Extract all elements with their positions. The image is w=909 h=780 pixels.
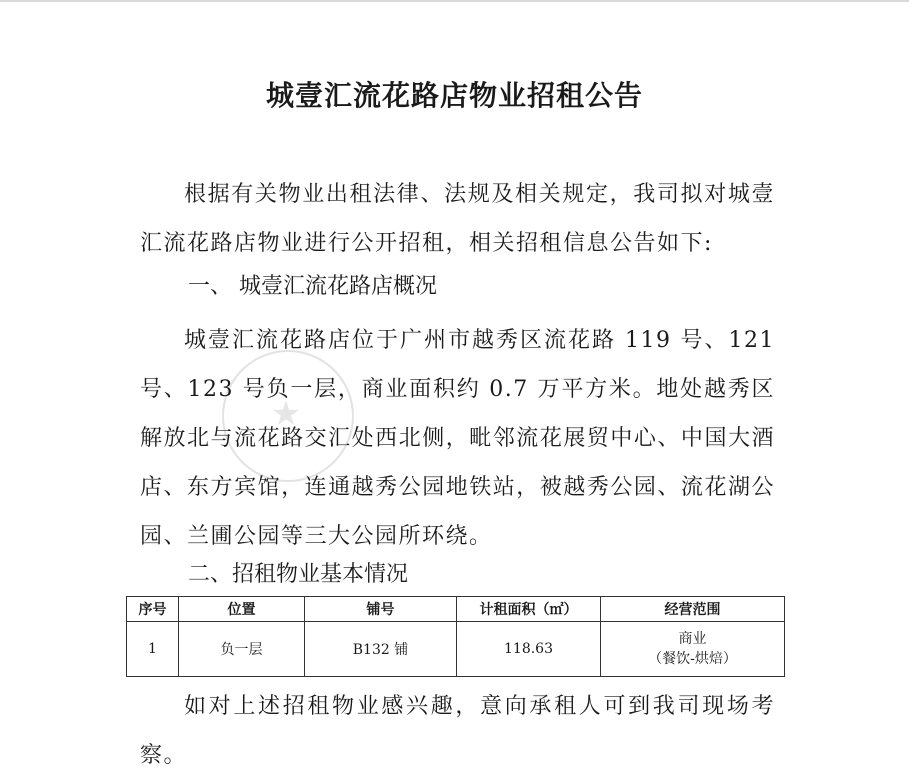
header-no: 序号 xyxy=(127,597,179,622)
seal-star-icon: ★ xyxy=(270,394,302,434)
cell-area: 118.63 xyxy=(457,622,601,677)
header-area: 计租面积（㎡） xyxy=(457,597,601,622)
cell-scope xyxy=(601,622,785,677)
property-table xyxy=(126,596,785,677)
cell-scope-line2: （餐饮-烘焙） xyxy=(648,651,737,667)
section-2-heading: 二、招租物业基本情况 xyxy=(188,562,409,587)
cell-unit: B132 铺 xyxy=(305,622,457,677)
section-1-heading: 一、 城壹汇流花路店概况 xyxy=(188,274,437,299)
cell-no: 1 xyxy=(127,622,179,677)
header-location: 位置 xyxy=(179,597,305,622)
closing-paragraph: 如对上述招租物业感兴趣，意向承租人可到我司现场考察。 xyxy=(140,694,775,768)
section-1-body: 城壹汇流花路店位于广州市越秀区流花路 119 号、121 号、123 号负一层，商业面积约 0.7 万平方米。地处越秀区解放北与流花路交汇处西北侧，毗邻流花展贸中心、中国大酒店、东方宾馆，连通越秀公园地铁站，被越秀公园、流花湖公园、兰圃公园等三大公园所环绕。 xyxy=(140,328,775,549)
page-title: 城壹汇流花路店物业招租公告 xyxy=(265,79,643,112)
cell-location: 负一层 xyxy=(179,622,305,677)
header-unit: 铺号 xyxy=(305,597,457,622)
table-header-row xyxy=(127,597,785,622)
cell-scope-line1: 商业 xyxy=(678,631,707,647)
page-top-edge xyxy=(0,0,909,2)
intro-paragraph: 根据有关物业出租法律、法规及相关规定，我司拟对城壹汇流花路店物业进行公开招租，相关招租信息公告如下: xyxy=(140,182,775,256)
header-scope: 经营范围 xyxy=(601,597,785,622)
table-row xyxy=(127,622,785,677)
